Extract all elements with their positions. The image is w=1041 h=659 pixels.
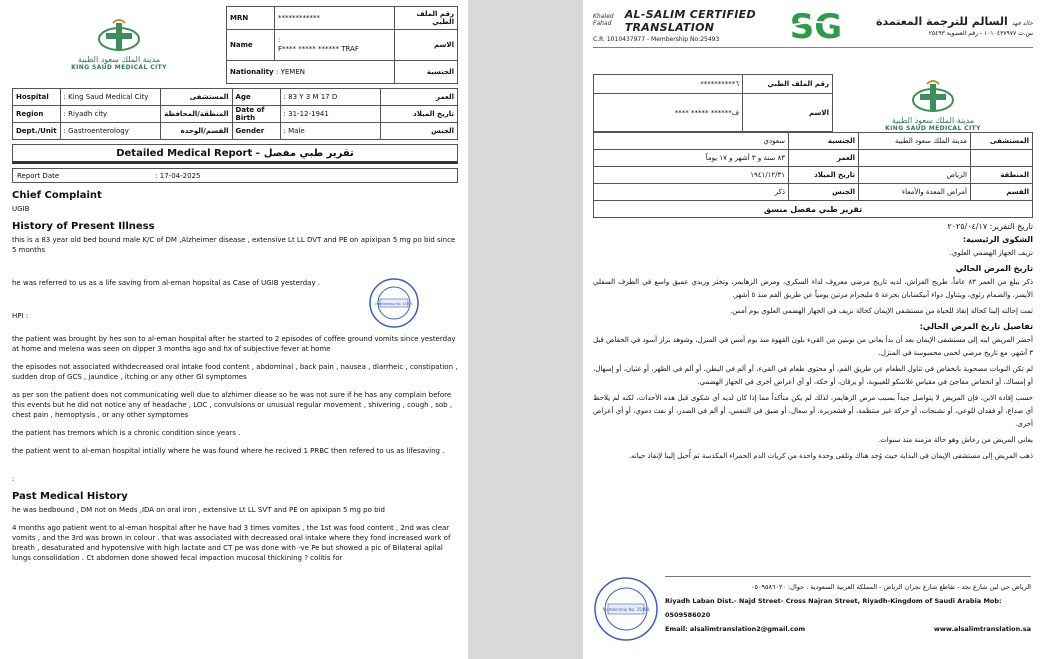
translated-details-table bbox=[593, 132, 1033, 201]
mrn-label: MRN bbox=[227, 7, 275, 30]
report-date-ar: تاريخ التقرير: ٢٠٢٥/٠٤/١٧ bbox=[947, 222, 1033, 231]
dob-label: Date of Birth bbox=[232, 106, 280, 123]
name-value bbox=[275, 29, 395, 61]
brand-en-block bbox=[593, 8, 777, 43]
hospital-label-ar: المستشفى bbox=[160, 89, 232, 106]
details-row bbox=[594, 133, 1033, 150]
translation-office-header bbox=[593, 4, 1033, 48]
detail-value: أمراض المعدة والأمعاء bbox=[859, 184, 971, 201]
hpi-paragraph: the episodes not associated withdecreased oral intake food content , abdominal , back pain , nausea , diarrheic , constipation , sudden drop of GCS , jaundice , itching or any other GI symptomes bbox=[12, 363, 458, 381]
detail-label bbox=[971, 150, 1033, 167]
cc-heading-ar: الشكوى الرئيسية: bbox=[962, 235, 1033, 244]
nationality-value: : YEMEN bbox=[276, 68, 305, 77]
detail-value: ٨٣ سنة و ٣ أشهر و ١٧ يوماً bbox=[594, 150, 789, 167]
report-date-label: Report Date bbox=[17, 171, 60, 180]
age-label-ar: العمر bbox=[380, 89, 457, 106]
mrn-label-ar: رقم الملف الطبي bbox=[395, 7, 458, 30]
name-label-ar: الاسم bbox=[743, 94, 833, 132]
gender-label: Gender bbox=[232, 123, 280, 140]
detail-label: الجنسية bbox=[789, 133, 859, 150]
brand-ar-block bbox=[855, 15, 1033, 37]
name-row bbox=[227, 29, 458, 61]
cr-number-en: C.R. 1010437977 - Membership No:25493 bbox=[593, 36, 720, 43]
dob-label-ar: تاريخ الميلاد bbox=[380, 106, 457, 123]
pmh-paragraph: he was bedbound , DM not on Meds ,IDA on oral iron , extensive Lt LL SVT and PE on apixipan 5 mg po bid bbox=[12, 506, 385, 514]
owner-name-en: Khaled Fahad bbox=[593, 13, 614, 27]
detail-label: المنطقة bbox=[971, 167, 1033, 184]
hpi-heading-ar: تاريخ المرض الحالي bbox=[955, 264, 1033, 273]
details-row bbox=[13, 123, 458, 140]
nationality-label-ar: الجنسية bbox=[395, 61, 458, 84]
report-title-en: Detailed Medical Report - bbox=[116, 147, 260, 159]
hpi-paragraph-ar: ذكر يبلغ من العمر ٨٣ عاماً، طريح الفراش، لديه تاريخ مرضي معروف لداء السكري، ومرض الزهايمر، وتخثر وريدي عميق واسع في الطرف السفلي الأيسر، والصمام رئوي، ويتناول دواء أبيكسابان بجرعة ٥ مليجرام مرتين يومياً عن طريق الفم منذ ٥ أشهر. bbox=[593, 278, 1033, 299]
detail-value: ١٩٤١/١٢/٣١ bbox=[594, 167, 789, 184]
translation-stamp-icon bbox=[593, 576, 659, 642]
mrn-value-ar: ٦********** bbox=[594, 75, 743, 94]
brand-name-en: AL-SALIM CERTIFIED TRANSLATION bbox=[624, 8, 756, 34]
hpi-heading: History of Present Illness bbox=[12, 221, 155, 232]
sg-logo-icon bbox=[783, 7, 849, 45]
chief-complaint-text: UGIB bbox=[12, 205, 30, 213]
chief-complaint-heading: Chief Complaint bbox=[12, 190, 102, 201]
owner-name-ar: خالد فهد bbox=[1011, 19, 1033, 27]
region-value: : Riyadh city bbox=[60, 106, 160, 123]
details-row bbox=[13, 106, 458, 123]
age-value: : 83 Y 3 M 17 D bbox=[280, 89, 380, 106]
translated-id-area bbox=[593, 74, 1033, 132]
region-label-ar: المنطقة/المحافظة bbox=[160, 106, 232, 123]
office-address-ar: الرياض حي لبن شارع نجد - تقاطع شارع نجران الرياض - المملكة العربية السعودية . جوال: ٠٥٠٩٥٨٦٠٢٠ bbox=[751, 583, 1031, 591]
name-redacted: F**** ***** ****** TRAF bbox=[278, 44, 359, 53]
translated-report-page bbox=[583, 0, 1041, 659]
detail-value: الرياض bbox=[859, 167, 971, 184]
name-colon: : bbox=[278, 35, 281, 44]
hpi-details-heading-ar: تفاصيل تاريخ المرض الحالي: bbox=[919, 322, 1033, 331]
mrn-label-ar: رقم الملف الطبي bbox=[743, 75, 833, 94]
hpi-details-paragraph-ar: لم تكن النوبات مصحوبة بانخفاض في تناول الطعام عن طريق الفم، أو محتوى طعام في القيء، أو ألم في البطن، أو ألم في الظهر، أو غثيان، أو إسهال، أو إمساك، أو انخفاض مفاجئ في مقياس غلاسكو للغيبوبة، أو يرقان، أو حكة، أو أي أعراض أخرى في الجهاز الهضمي. bbox=[593, 365, 1033, 386]
hospital-name-en: KING SAUD MEDICAL CITY bbox=[885, 125, 981, 132]
detail-value: مدينة الملك سعود الطبية bbox=[859, 133, 971, 150]
dept-label: Dept./Unit bbox=[13, 123, 61, 140]
section-separator: : bbox=[12, 475, 15, 483]
translated-id-table bbox=[593, 74, 833, 132]
office-contact-row bbox=[665, 622, 1031, 636]
hpi-paragraph: this is a 83 year old bed bound male K/C of DM ,Alzheimer disease , extensive Lt LL DVT and PE on apixipan 5 mg po bid since 5 months bbox=[12, 236, 456, 254]
pmh-heading: Past Medical History bbox=[12, 491, 128, 502]
nationality-field bbox=[227, 61, 395, 84]
cc-text-ar: نزيف الجهاز الهضمي العلوي. bbox=[949, 249, 1033, 257]
hpi-details-paragraph-ar: حسب إفادة الابن، فإن المريض لا يتواصل جيداً بسبب مرض الزهايمر، لذلك لم يكن متأكداً مما إذا كان لديه أي شكوى قبل هذه الأحداث، لكنه لم يلاحظ أي صداع، أو فقدان للوعي، أو تشنجات، أو حركة غير منتظمة، أو قشعريرة، أو سعال، أو ضيق في التنفس، أو ألم في الصدر، أو نفث دموي، أو أي أعراض أخرى. bbox=[593, 394, 1033, 428]
hospital-name-ar: مدينة الملك سعود الطبية bbox=[77, 55, 161, 64]
translated-body bbox=[593, 222, 1033, 463]
gender-value: : Male bbox=[280, 123, 380, 140]
svg-text:Membership No. 25493: Membership No. 25493 bbox=[375, 302, 413, 306]
translation-stamp-icon bbox=[368, 277, 420, 329]
hpi-details-paragraph-ar: يعاني المريض من رعاش وهو حالة مزمنة منذ سنوات. bbox=[877, 436, 1033, 444]
translation-office-footer bbox=[583, 576, 1041, 642]
cr-number-ar: س.ت ١٠١٠٤٣٧٩٧٧ - رقم العضوية ٢٥٤٩٣ bbox=[928, 29, 1033, 37]
age-label: Age bbox=[232, 89, 280, 106]
mrn-value: ************ bbox=[275, 7, 395, 30]
details-row bbox=[13, 89, 458, 106]
detail-label: تاريخ الميلاد bbox=[789, 167, 859, 184]
hpi-paragraph: the patient went to al-eman hospital intially where he was found where he recived 1 PRBC then refered to us as lifesaving . bbox=[12, 447, 445, 455]
mrn-row bbox=[227, 7, 458, 30]
svg-text:Membership No. 25493: Membership No. 25493 bbox=[602, 607, 650, 612]
office-website[interactable]: www.alsalimtranslation.sa bbox=[933, 625, 1031, 633]
dept-label-ar: القسم/الوحدة bbox=[160, 123, 232, 140]
detail-label: القسم bbox=[971, 184, 1033, 201]
report-title-ar: تقرير طبي مفصل bbox=[263, 147, 354, 159]
report-header bbox=[12, 6, 458, 84]
hpi-paragraph: as per son the patient does not communicating well due to alzhimer diease so he was not sure if he has any complain before this events but he did not notice any of headache , LOC , convulsions or unusual regular movement , shivering , cough , sob , chest pain , hemoptysis , or any other symptomes bbox=[12, 391, 453, 419]
details-row bbox=[594, 184, 1033, 201]
hospital-name-en: KING SAUD MEDICAL CITY bbox=[71, 64, 167, 71]
office-email[interactable]: Email: alsalimtranslation2@gmail.com bbox=[665, 625, 806, 633]
hpi-label: HPI : bbox=[12, 312, 29, 320]
hpi-paragraph-ar: تمت إحالته إلينا كحالة إنقاذ للحياة من مستشفى الإيمان كحالة نزيف في الجهاز الهضمي العلوي يوم أمس. bbox=[729, 307, 1033, 315]
patient-id-table bbox=[226, 6, 458, 84]
name-label-ar: الاسم bbox=[395, 29, 458, 61]
hpi-details-paragraph-ar: أحضر المريض ابنه إلى مستشفى الإيمان بعد أن بدأ يعاني من نوبتين من القيء بلون القهوة منذ يوم أمس في المنزل، وشوهد براز أسود في الحفاض قبل ٣ أشهر، مع تاريخ مرضي لحمى محسوسة في المنزل. bbox=[593, 336, 1033, 357]
office-address-en: Riyadh Laban Dist.- Najd Street- Cross Najran Street, Riyadh-Kingdom of Saudi Arabia Mob: 0509586020 bbox=[665, 597, 1002, 619]
report-date-row bbox=[12, 168, 458, 183]
detail-value: ذكر bbox=[594, 184, 789, 201]
region-label: Region bbox=[13, 106, 61, 123]
pmh-paragraph: 4 months ago patient went to al-eman hospital after he have had 3 times vomites , the 1st was food content , 2nd was clear vomits , and the 3rd was brown in colour . that was associated with decreased oral intake where they fond increased work of breath , desaturated and hypotensive with high lactate and CT pe was done with -ve Pe but showed a pic of Bilateral apilal lungs consolidation . Ct abdomen done showed fecal impaction mucosal thickining ? colitis for bbox=[12, 524, 451, 562]
report-date-value: : 17-04-2025 bbox=[155, 171, 201, 180]
ksmc-emblem-icon bbox=[909, 80, 957, 114]
details-row bbox=[594, 150, 1033, 167]
name-row bbox=[594, 94, 833, 132]
gender-label-ar: الجنس bbox=[380, 123, 457, 140]
hospital-logo bbox=[833, 74, 1033, 132]
detail-label: المستشفى bbox=[971, 133, 1033, 150]
mrn-row bbox=[594, 75, 833, 94]
hospital-logo bbox=[12, 6, 226, 84]
office-contact-info bbox=[665, 576, 1031, 636]
patient-details-table bbox=[12, 88, 458, 140]
hospital-name-ar: مدينة الملك سعود الطبية bbox=[891, 116, 975, 125]
hpi-paragraph: the patient was brought by hes son to al-eman hospital after he started to 2 episodes of coffee ground vomits since yesterday at home and melena was seen on dipper 3 months ago and hx of subjective fever at home bbox=[12, 335, 456, 353]
hpi-paragraph: the patient has tremors which is a chronic condition since years . bbox=[12, 429, 241, 437]
hospital-value: : King Saud Medical City bbox=[60, 89, 160, 106]
detail-value: سعودي bbox=[594, 133, 789, 150]
detail-label: العمر bbox=[789, 150, 859, 167]
nationality-row bbox=[227, 61, 458, 84]
details-row bbox=[594, 167, 1033, 184]
name-value-ar: ف****** ***** **** bbox=[594, 94, 743, 132]
detail-label: الجنس bbox=[789, 184, 859, 201]
hpi-paragraph: he was referred to us as a life saving from al-eman hopsital as Case of UGIB yesterday . bbox=[12, 279, 321, 287]
dob-value: : 31-12-1941 bbox=[280, 106, 380, 123]
name-label: Name bbox=[227, 29, 275, 61]
report-title bbox=[12, 144, 458, 164]
ksmc-emblem-icon bbox=[95, 19, 143, 53]
original-report-page bbox=[0, 0, 468, 659]
nationality-label: Nationality bbox=[230, 68, 274, 77]
detail-value bbox=[859, 150, 971, 167]
hpi-details-paragraph-ar: ذهب المريض إلى مستشفى الإيمان في البداية حيث وُجد هناك وتلقى وحدة واحدة من كريات الدم الحمراء المكدسة ثم أُحيل إلينا لإنقاذ حياته. bbox=[628, 452, 1033, 460]
dept-value: : Gastroenterology bbox=[60, 123, 160, 140]
translated-report-title: تقرير طبي مفصل منسق bbox=[593, 201, 1033, 218]
hospital-label: Hospital bbox=[13, 89, 61, 106]
brand-name-ar: السالم للترجمة المعتمدة bbox=[876, 14, 1008, 28]
svg-text:SG: SG bbox=[789, 6, 843, 45]
